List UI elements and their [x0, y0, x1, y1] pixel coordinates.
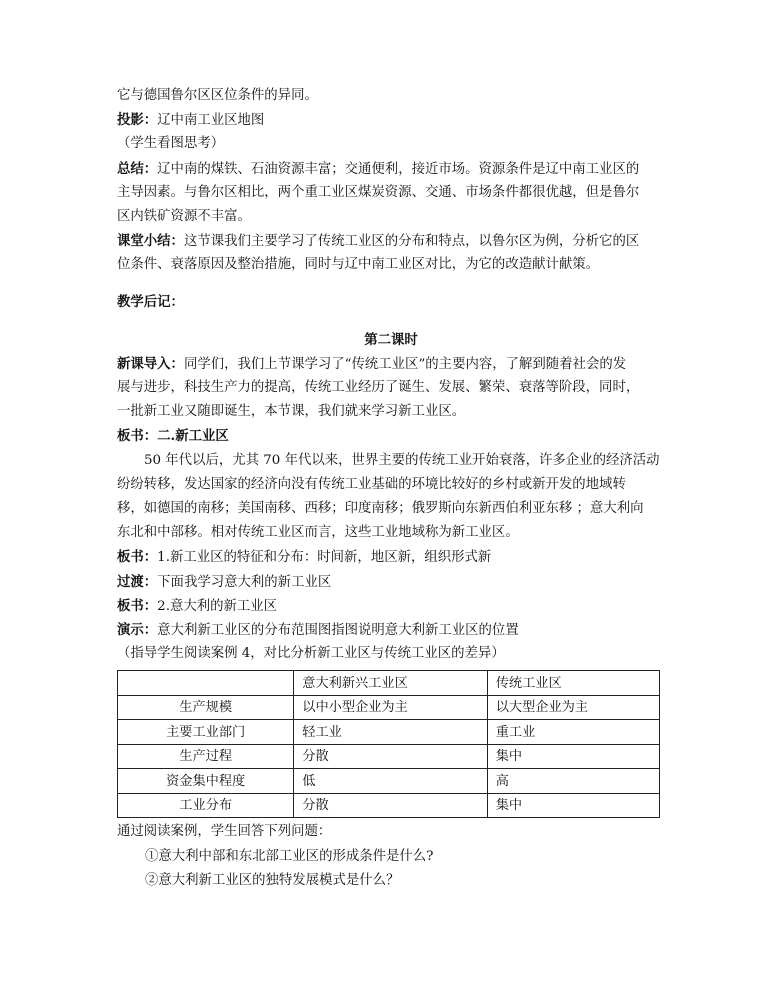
- label-projection: 投影：: [117, 112, 158, 129]
- table-cell: 以中小型企业为主: [294, 695, 487, 720]
- question-item: ①意大利中部和东北部工业区的形成条件是什么?: [145, 848, 434, 864]
- label-class-summary: 课堂小结：: [117, 233, 184, 250]
- paragraph-line: 移，如德国的南移；美国南移、西移；印度南移；俄罗斯向东新西伯利亚东移 ；意大利向: [117, 501, 644, 516]
- transition-line: [117, 570, 665, 594]
- board-line: [117, 545, 665, 569]
- table-cell: 分散: [294, 744, 487, 769]
- document-body: [117, 84, 665, 893]
- transition-text: 下面我学习意大利的新工业区: [157, 574, 332, 590]
- table-cell: 高: [487, 769, 659, 794]
- label-board: 板书：: [117, 597, 158, 614]
- intro-text: 同学们，我们上节课学习了“传统工业区”的主要内容，了解到随着社会的发: [183, 356, 627, 372]
- paragraph-line: 它与德国鲁尔区区位条件的异同。: [117, 88, 318, 103]
- paragraph-line: 主导因素。与鲁尔区相比，两个重工业区煤炭资源、交通、市场条件都很优越，但是鲁尔: [117, 184, 640, 200]
- board-text: 1.新工业区的特征和分布：时间新，地区新，组织形式新: [157, 550, 492, 566]
- label-transition: 过渡：: [117, 573, 158, 590]
- board-heading: 板书：二.新工业区: [117, 428, 229, 445]
- paragraph-line: 50 年代以后，尤其 70 年代以来，世界主要的传统工业开始衰落，许多企业的经济活动: [144, 452, 660, 468]
- paragraph-line: 通过阅读案例，学生回答下列问题：: [117, 824, 332, 840]
- table-row: [118, 720, 660, 745]
- label-board: 板书：: [117, 549, 158, 566]
- summary-text: 辽中南的煤铁、石油资源丰富；交通便利，接近市场。资源条件是辽中南工业区的: [157, 161, 640, 177]
- table-cell: 重工业: [487, 720, 659, 745]
- table-cell: 低: [294, 769, 487, 794]
- table-cell: 集中: [487, 793, 659, 818]
- paragraph-line: 纷纷转移，发达国家的经济向没有传统工业基础的环境比较好的乡村或新开发的地域转: [117, 476, 626, 492]
- label-demo: 演示：: [117, 621, 158, 638]
- paragraph-line: 区内铁矿资源不丰富。: [117, 208, 251, 224]
- table-cell: 集中: [487, 744, 659, 769]
- label-intro: 新课导入：: [117, 355, 184, 372]
- demo-line: [117, 618, 665, 642]
- teaching-notes-heading: 教学后记：: [117, 293, 184, 310]
- demo-text: 意大利新工业区的分布范围图指图说明意大利新工业区的位置: [157, 622, 519, 638]
- table-cell: 工业分布: [118, 793, 294, 818]
- table-header-cell: 传统工业区: [487, 671, 659, 696]
- class-summary-text: 这节课我们主要学习了传统工业区的分布和特点，以鲁尔区为例，分析它的区: [183, 234, 640, 250]
- table-cell: 以大型企业为主: [487, 695, 659, 720]
- table-row: [118, 695, 660, 720]
- board-line: [117, 594, 665, 618]
- question-item: ②意大利新工业区的独特发展模式是什么？: [145, 872, 400, 888]
- table-cell: 生产过程: [118, 744, 294, 769]
- class-summary-line: [117, 229, 665, 253]
- board-text: 2.意大利的新工业区: [157, 598, 278, 614]
- summary-line: [117, 157, 665, 181]
- table-header-cell: 意大利新兴工业区: [294, 671, 487, 696]
- table-cell: 生产规模: [118, 695, 294, 720]
- paragraph-line: 展与进步，科技生产力的提高，传统工业经历了诞生、发展、繁荣、衰落等阶段，同时，: [117, 380, 640, 396]
- table-cell: 主要工业部门: [118, 720, 294, 745]
- paragraph-line: 位条件、衰落原因及整治措施，同时与辽中南工业区对比，为它的改造献计献策。: [117, 257, 600, 273]
- table-row: [118, 744, 660, 769]
- paragraph-line: （指导学生阅读案例 4，对比分析新工业区与传统工业区的差异）: [117, 646, 505, 662]
- table-cell: 资金集中程度: [118, 769, 294, 794]
- label-summary: 总结：: [117, 160, 158, 177]
- table-row: [118, 769, 660, 794]
- table-cell: 轻工业: [294, 720, 487, 745]
- projection-text: 辽中南工业区地图: [157, 113, 265, 129]
- paragraph-line: 东北和中部移。相对传统工业区而言，这些工业地域称为新工业区。: [117, 525, 519, 541]
- lesson-heading: 第二课时: [364, 331, 418, 348]
- projection-line: [117, 108, 665, 132]
- paragraph-line: （学生看图思考）: [117, 136, 225, 152]
- table-header-row: [118, 671, 660, 696]
- comparison-table: [117, 670, 660, 818]
- table-row: [118, 793, 660, 818]
- table-header-cell: [118, 671, 294, 696]
- table-cell: 分散: [294, 793, 487, 818]
- intro-line: [117, 352, 665, 376]
- paragraph-line: 一批新工业又随即诞生，本节课，我们就来学习新工业区。: [117, 404, 466, 420]
